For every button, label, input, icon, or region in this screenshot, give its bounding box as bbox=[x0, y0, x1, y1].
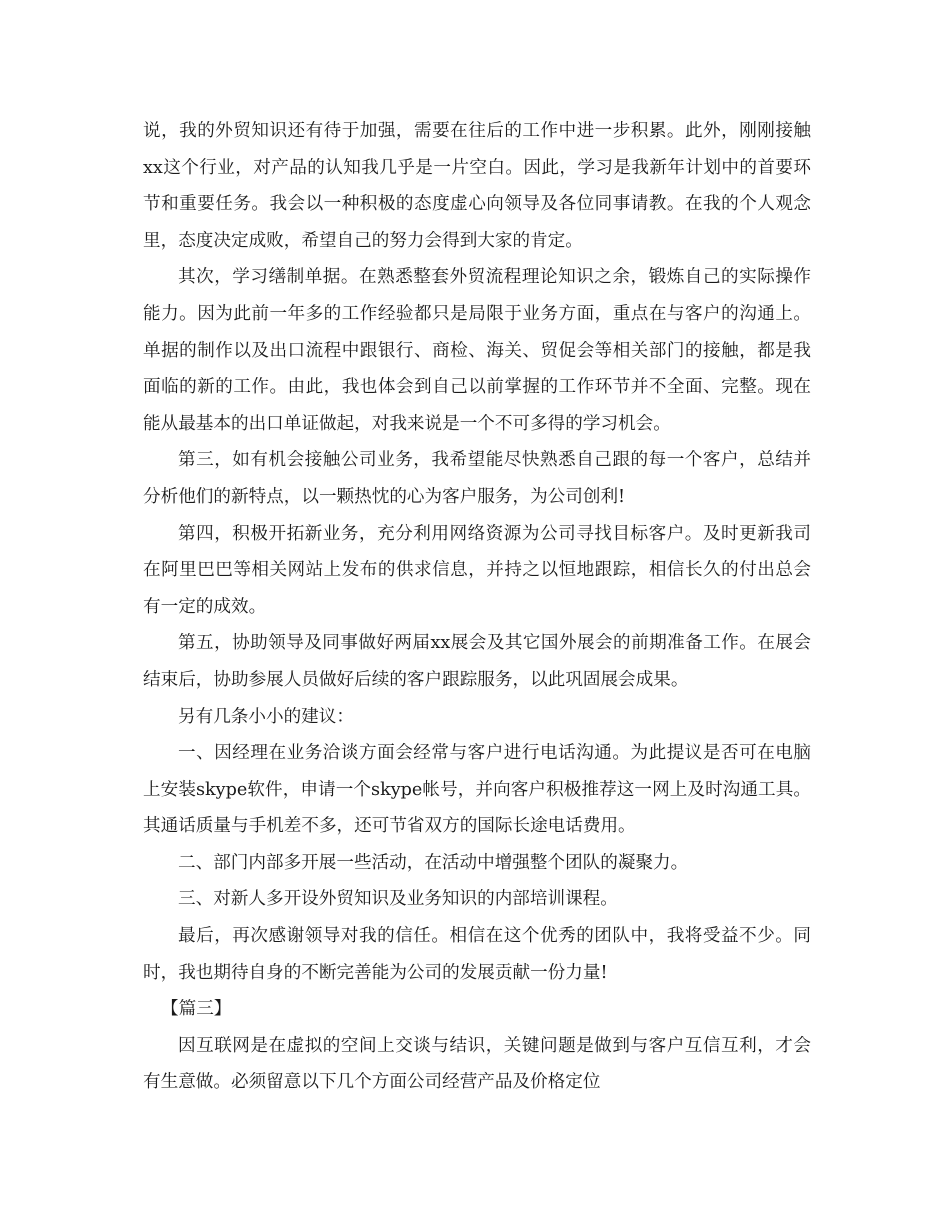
suggestion-item-3: 三、对新人多开设外贸知识及业务知识的内部培训课程。 bbox=[178, 889, 618, 910]
paragraph-third-point: 第三，如有机会接触公司业务，我希望能尽快熟悉自己跟的每一个客户，总结并分析他们的新特点，以一颗热忱的心为客户服务，为公司创利! bbox=[143, 450, 811, 507]
paragraph-closing: 最后，再次感谢领导对我的信任。相信在这个优秀的团队中，我将受益不少。同时，我也期待自身的不断完善能为公司的发展贡献一份力量! bbox=[143, 926, 811, 983]
paragraph-section-three: 因互联网是在虚拟的空间上交谈与结识，关键问题是做到与客户互信互利，才会有生意做。必须留意以下几个方面公司经营产品及价格定位 bbox=[143, 1035, 811, 1093]
paragraph-second-point: 其次，学习缮制单据。在熟悉整套外贸流程理论知识之余，锻炼自己的实际操作能力。因为此前一年多的工作经验都只是局限于业务方面，重点在与客户的沟通上。单据的制作以及出口流程中跟银行、商检、海关、贸促会等相关部门的接触，都是我面临的新的工作。由此，我也体会到自己以前掌握的工作环节并不全面、完整。现在能从最基本的出口单证做起，对我来说是一个不可多得的学习机会。 bbox=[143, 267, 811, 434]
document-body bbox=[143, 113, 811, 1101]
suggestion-item-1: 一、因经理在业务洽谈方面会经常与客户进行电话沟通。为此提议是否可在电脑上安装skype软件，申请一个skype帐号，并向客户积极推荐这一网上及时沟通工具。其通话质量与手机差不多，还可节省双方的国际长途电话费用。 bbox=[143, 743, 811, 837]
section-heading: 【篇三】 bbox=[161, 999, 232, 1020]
paragraph-fourth-point: 第四，积极开拓新业务，充分利用网络资源为公司寻找目标客户。及时更新我司在阿里巴巴等相关网站上发布的供求信息，并持之以恒地跟踪，相信长久的付出总会有一定的成效。 bbox=[143, 523, 811, 617]
paragraph-fifth-point: 第五，协助领导及同事做好两届xx展会及其它国外展会的前期准备工作。在展会结束后，协助参展人员做好后续的客户跟踪服务，以此巩固展会成果。 bbox=[143, 633, 811, 690]
suggestion-item-2: 二、部门内部多开展一些活动，在活动中增强整个团队的凝聚力。 bbox=[178, 852, 689, 873]
paragraph-continuation: 说，我的外贸知识还有待于加强，需要在往后的工作中进一步积累。此外，刚刚接触xx这个行业，对产品的认知我几乎是一片空白。因此，学习是我新年计划中的首要环节和重要任务。我会以一种积极的态度虚心向领导及各位同事请教。在我的个人观念里，态度决定成败，希望自己的努力会得到大家的肯定。 bbox=[143, 121, 811, 251]
suggestions-intro: 另有几条小小的建议： bbox=[178, 706, 354, 727]
